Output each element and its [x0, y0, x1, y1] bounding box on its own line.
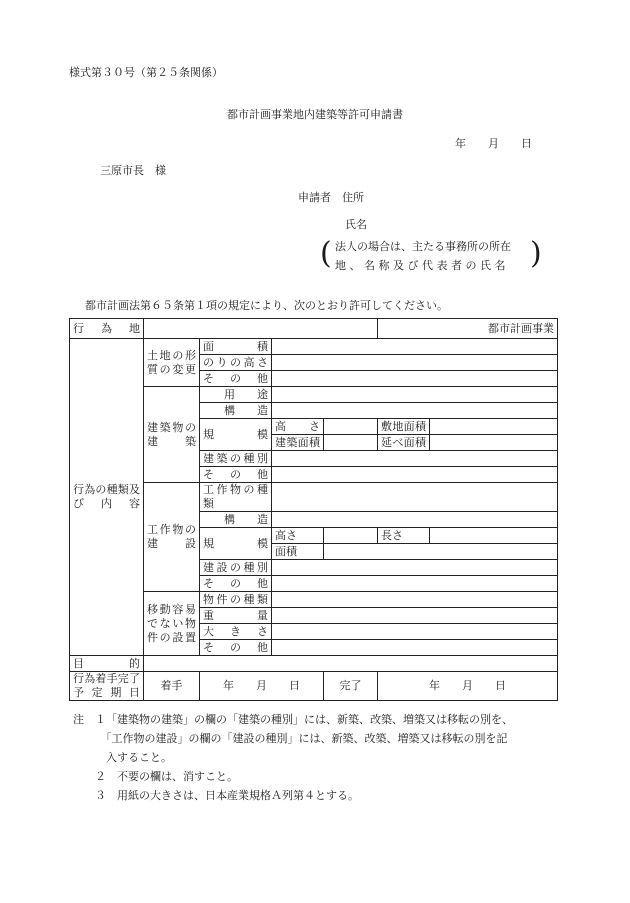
land-other-field[interactable]	[272, 371, 558, 387]
applicant-name-label: 氏名	[345, 218, 367, 231]
close-bracket: )	[530, 236, 542, 271]
land-slope-field[interactable]	[272, 355, 558, 371]
building-other-label: そ の 他	[200, 467, 272, 483]
structure-scale-label: 規 模	[200, 528, 272, 560]
building-height-label: 高 さ	[272, 419, 324, 435]
note-line: ２ 不要の欄は、消すこと。	[73, 770, 238, 783]
building-total-area-field[interactable]	[430, 435, 558, 451]
building-area-label: 建築面積	[272, 435, 324, 451]
note-line: 入すること。	[73, 751, 172, 764]
structure-other-label: そ の 他	[200, 576, 272, 592]
land-area-field[interactable]	[272, 339, 558, 355]
bracket-line-1: 法人の場合は、主たる事務所の所在	[335, 240, 511, 253]
building-kind-field[interactable]	[272, 451, 558, 467]
movable-other-label: そ の 他	[200, 640, 272, 656]
land-other-label: そ の 他	[200, 371, 272, 387]
open-bracket: (	[320, 236, 332, 271]
movable-size-label: 大 き さ	[200, 624, 272, 640]
movable-weight-field[interactable]	[272, 608, 558, 624]
structure-height-field[interactable]	[324, 528, 378, 544]
building-structure-label: 構 造	[200, 403, 272, 419]
start-label: 着手	[144, 672, 200, 701]
structure-kind-field[interactable]	[272, 483, 558, 512]
building-scale-label: 規 模	[200, 419, 272, 451]
building-label: 建築物の建築	[144, 387, 200, 483]
applicant-address-label: 申請者 住所	[298, 191, 364, 204]
movable-weight-label: 重 量	[200, 608, 272, 624]
intro-text: 都市計画法第６５条第１項の規定により、次のとおり許可してください。	[85, 299, 448, 312]
project-label: 都市計画事業	[378, 319, 558, 339]
notes	[73, 710, 513, 805]
movable-size-field[interactable]	[272, 624, 558, 640]
end-date-field[interactable]: 年 月 日	[378, 672, 558, 701]
building-other-field[interactable]	[272, 467, 558, 483]
building-total-area-label: 延べ面積	[378, 435, 430, 451]
building-area-field[interactable]	[324, 435, 378, 451]
note-line: ３ 用紙の大きさは、日本産業規格Ａ列第４とする。	[73, 789, 359, 802]
structure-build-label: 構 造	[200, 512, 272, 528]
action-type-label: 行為の種類及び内容	[70, 339, 144, 656]
structure-area-field[interactable]	[324, 544, 558, 560]
structure-build-kind-field[interactable]	[272, 560, 558, 576]
structure-length-label: 長さ	[378, 528, 430, 544]
building-kind-label: 建築の種別	[200, 451, 272, 467]
building-use-label: 用 途	[200, 387, 272, 403]
building-structure-field[interactable]	[272, 403, 558, 419]
date-line: 年 月 日	[455, 137, 532, 150]
schedule-label: 行為着手完了予定期日	[70, 672, 144, 701]
building-use-field[interactable]	[272, 387, 558, 403]
start-date-field[interactable]: 年 月 日	[200, 672, 324, 701]
structure-height-label: 高さ	[272, 528, 324, 544]
purpose-field[interactable]	[144, 656, 558, 672]
purpose-label: 目 的	[70, 656, 144, 672]
note-line: 「工作物の建設」の欄の「建設の種別」には、新築、改築、増築又は移転の別を記	[73, 732, 508, 745]
page-title: 都市計画事業地内建築等許可申請書	[227, 108, 403, 121]
structure-other-field[interactable]	[272, 576, 558, 592]
form-number: 様式第３０号（第２５条関係）	[69, 66, 223, 79]
movable-label: 移動容易でない物件の設置	[144, 592, 200, 656]
structure-build-field[interactable]	[272, 512, 558, 528]
end-label: 完了	[324, 672, 378, 701]
location-field[interactable]	[144, 319, 378, 339]
movable-other-field[interactable]	[272, 640, 558, 656]
location-label: 行 為 地	[70, 319, 144, 339]
bracket-line-2: 地 、 名 称 及 び 代 表 者 の 氏 名	[335, 259, 506, 272]
addressee: 三原市長 様	[100, 164, 166, 177]
structure-kind-label: 工作物の種類	[200, 483, 272, 512]
movable-kind-field[interactable]	[272, 592, 558, 608]
application-table	[69, 318, 558, 701]
building-site-area-label: 敷地面積	[378, 419, 430, 435]
note-line: 注 １「建築物の建築」の欄の「建築の種別」には、新築、改築、増築又は移転の別を、	[73, 713, 513, 726]
structure-build-kind-label: 建設の種別	[200, 560, 272, 576]
building-site-area-field[interactable]	[430, 419, 558, 435]
land-slope-label: のりの高さ	[200, 355, 272, 371]
movable-kind-label: 物件の種類	[200, 592, 272, 608]
land-area-label: 面 積	[200, 339, 272, 355]
structure-length-field[interactable]	[430, 528, 558, 544]
structure-area-label: 面積	[272, 544, 324, 560]
structure-label: 工作物の建設	[144, 483, 200, 592]
building-height-field[interactable]	[324, 419, 378, 435]
land-label: 土地の形質の変更	[144, 339, 200, 387]
